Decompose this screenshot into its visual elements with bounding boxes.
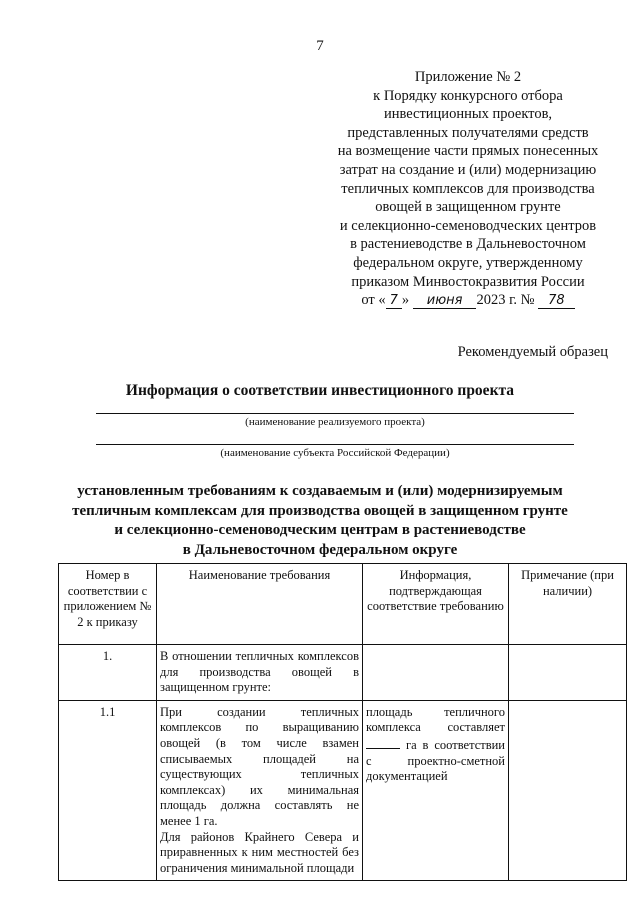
project-name-line [96,413,574,414]
row-requirement-text: При создании тепличных комплексов по выращиванию овощей (в том числе взамен списываемых площадей на существующих тепличных комплексах) их минимальная площадь должна составлять не менее 1 га. [160,704,359,828]
document-subtitle [0,482,640,560]
date-year: 2023 г. № [476,292,535,309]
document-title: Информация о соответствии инвестиционного проекта [125,382,515,399]
appendix-line: федеральном округе, утвержденному [353,254,583,271]
table-row [59,645,627,701]
date-prefix: от « [361,292,386,309]
appendix-line: представленных получателями средств [347,124,589,141]
area-blank [366,736,400,749]
subtitle-line: установленным требованиям к создаваемым и (или) модернизируемым [77,483,563,499]
appendix-line: к Порядку конкурсного отбора [373,87,563,104]
date-mid: » [401,292,410,309]
row-info [363,645,509,701]
row-number: 1. [59,645,157,701]
appendix-line: приказом Минвостокразвития России [351,273,585,290]
appendix-line: затрат на создание и (или) модернизацию [339,161,597,178]
header-note: Примечание (при наличии) [509,564,627,645]
subtitle-line: в Дальневосточном федеральном округе [182,541,458,558]
row-requirement: В отношении тепличных комплексов для производства овощей в защищенном грунте: [157,645,363,701]
appendix-line: Приложение № 2 [414,69,522,85]
subject-name-caption: (наименование субъекта Российской Федерации) [220,447,450,459]
recommended-sample-label: Рекомендуемый образец [457,344,608,360]
subtitle-line: тепличным комплексам для производства овощей в защищенном грунте [72,502,568,519]
row-note [509,700,627,881]
row-number: 1.1 [59,700,157,881]
row-requirement [157,700,363,881]
subject-name-line [96,444,574,445]
project-name-caption: (наименование реализуемого проекта) [245,416,425,428]
row-info-text-2: га в соответствии с проектно-сметной документацией [366,737,505,784]
row-info [363,700,509,881]
page-number: 7 [316,38,324,54]
date-day: 7 [386,294,402,309]
subtitle-line: и селекционно-семеноводческим центрам в растениеводстве [114,522,526,538]
row-note [509,645,627,701]
appendix-line: и селекционно-семеноводческих центров [339,217,597,234]
table-header-row [59,564,627,645]
table-row [59,700,627,881]
appendix-line: в растениеводстве в Дальневосточном [350,236,586,253]
appendix-line: инвестиционных проектов, [383,106,553,123]
appendix-block [318,68,618,310]
row-requirement-text-2: Для районов Крайнего Севера и приравненных к ним местностей без ограничения минимальной площади [160,829,359,875]
row-info-text: площадь тепличного комплекса составляет [366,704,505,735]
header-requirement: Наименование требования [157,564,363,645]
order-number: 78 [538,294,575,309]
order-date-line [318,291,618,310]
appendix-line: на возмещение части прямых понесенных [337,143,599,160]
appendix-line: тепличных комплексов для производства [341,180,595,197]
header-number: Номер в соответствии с приложением № 2 к приказу [59,564,157,645]
header-info: Информация, подтверждающая соответствие требованию [363,564,509,645]
date-month: июня [413,294,477,309]
requirements-table [58,563,627,881]
appendix-line: овощей в защищенном грунте [375,199,561,216]
